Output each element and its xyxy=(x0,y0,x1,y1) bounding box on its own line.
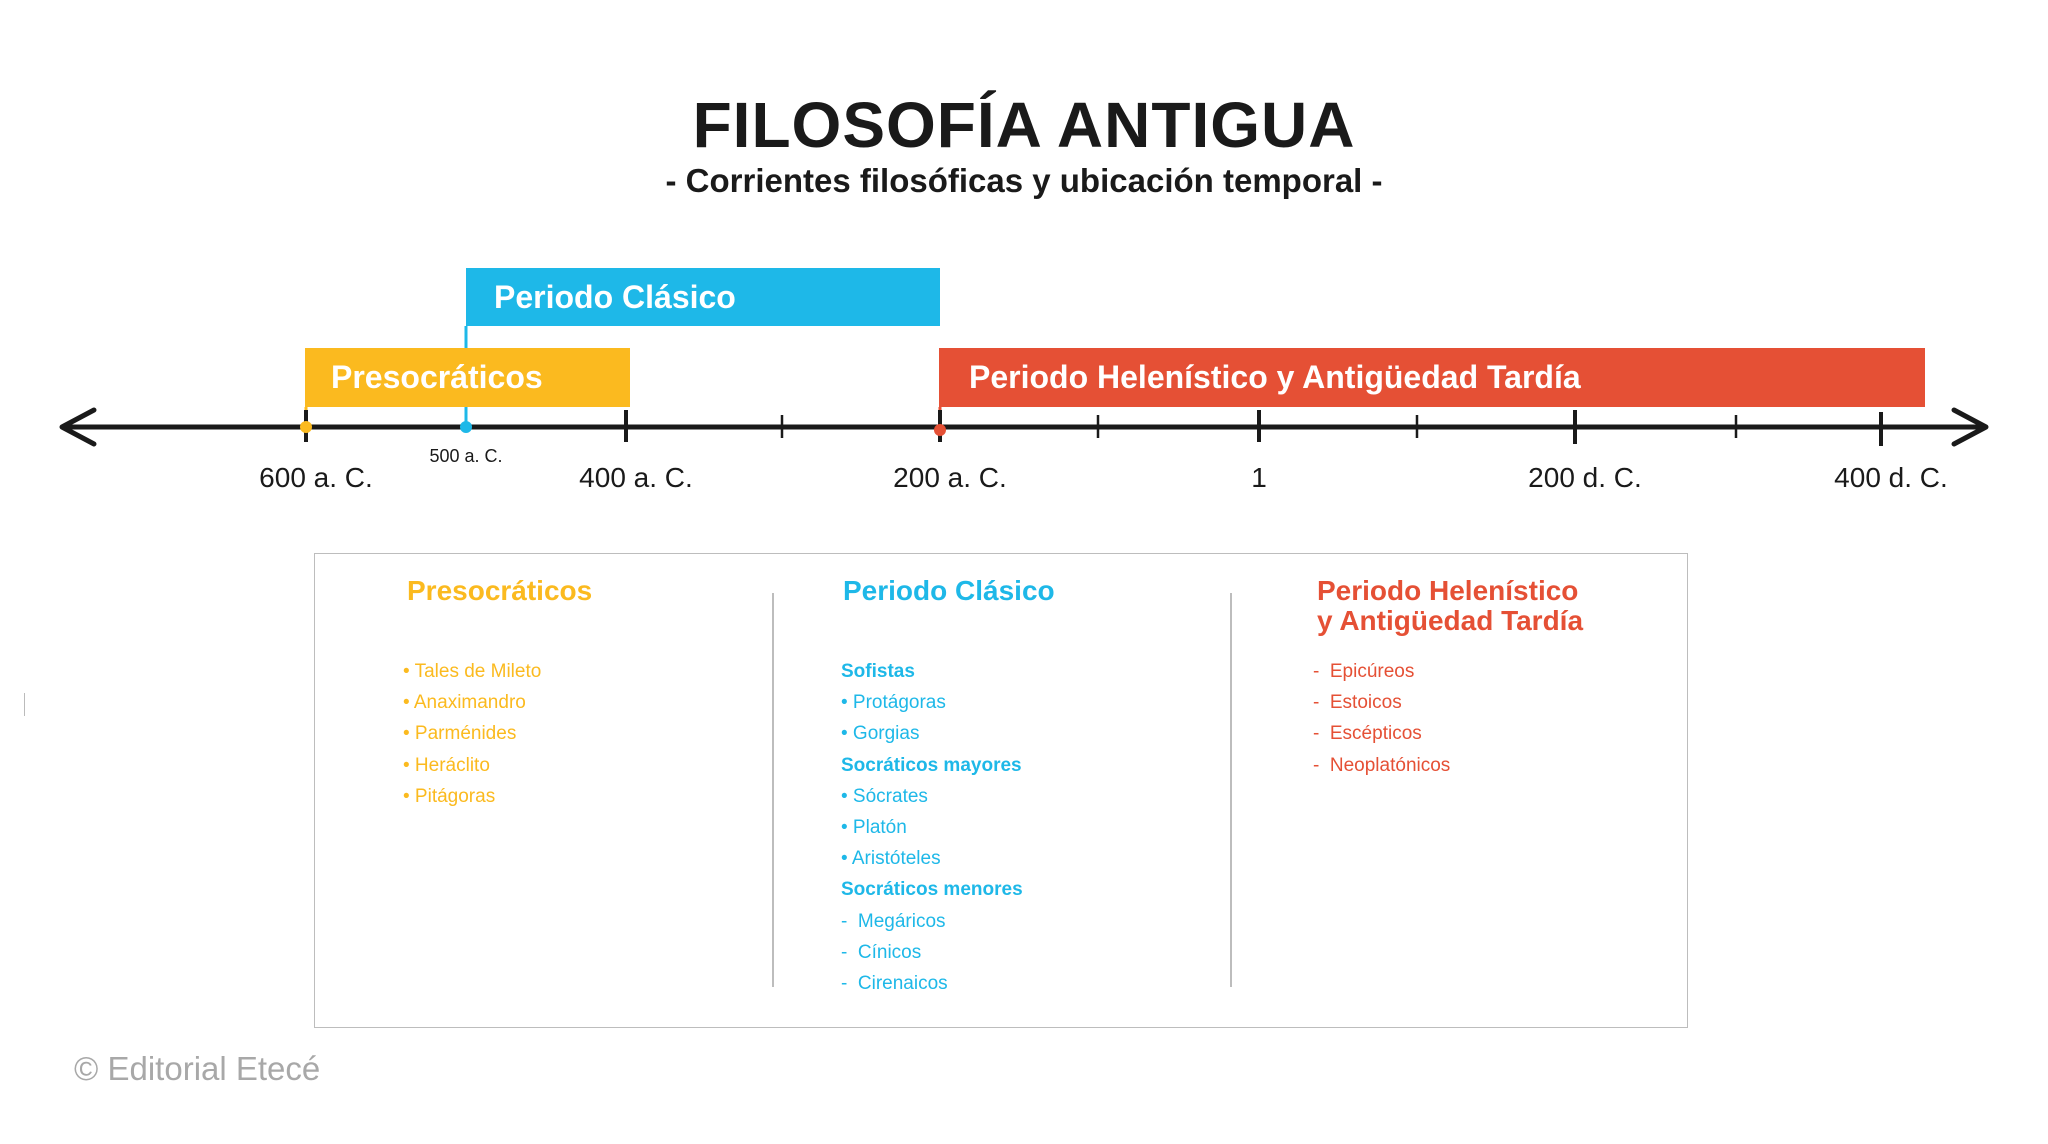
tick-label: 400 a. C. xyxy=(579,462,693,493)
tick-label: 600 a. C. xyxy=(259,462,373,493)
list-item: • Anaximandro xyxy=(403,692,526,714)
list-item: • Heráclito xyxy=(403,754,490,776)
helenistico-heading xyxy=(1317,576,1583,636)
list-item: - Neoplatónicos xyxy=(1313,754,1451,776)
list-item: • Gorgias xyxy=(841,723,920,745)
list-item: • Parménides xyxy=(403,723,517,745)
helenistico-start-dot xyxy=(934,424,946,436)
list-item: • Protágoras xyxy=(841,692,946,714)
clasico-start-dot xyxy=(460,421,472,433)
period-bar-clasico: Periodo Clásico xyxy=(466,268,940,326)
list-subheading: Socráticos menores xyxy=(841,879,1023,901)
list-item: - Epicúreos xyxy=(1313,661,1415,682)
tick-label: 400 d. C. xyxy=(1834,462,1948,493)
list-item: - Cínicos xyxy=(841,941,922,963)
list-item: • Sócrates xyxy=(841,785,928,807)
list-item: - Escépticos xyxy=(1313,723,1422,745)
clasico-list xyxy=(841,656,1023,999)
tick-label-500: 500 a. C. xyxy=(429,446,503,466)
list-subheading: Socráticos mayores xyxy=(841,754,1022,776)
tick-label: 1 xyxy=(1251,462,1267,493)
presocraticos-heading: Presocráticos xyxy=(407,575,593,606)
helenistico-heading-line1: Periodo Helenístico xyxy=(1317,575,1579,606)
presocraticos-list xyxy=(403,656,541,812)
column-divider xyxy=(1230,593,1232,987)
column-divider xyxy=(772,593,774,987)
tick-label: 200 d. C. xyxy=(1528,462,1642,493)
page-title: FILOSOFÍA ANTIGUA xyxy=(692,89,1356,161)
list-item: - Cirenaicos xyxy=(841,973,948,995)
list-item: - Estoicos xyxy=(1313,692,1402,714)
list-item: • Platón xyxy=(841,817,907,839)
presocraticos-start-dot xyxy=(300,421,312,433)
page-subtitle: - Corrientes filosóficas y ubicación temporal - xyxy=(665,162,1383,199)
helenistico-heading-line2: y Antigüedad Tardía xyxy=(1317,605,1584,636)
edge-mark xyxy=(24,693,25,716)
list-item: • Tales de Mileto xyxy=(403,661,542,682)
timeline-axis xyxy=(0,0,2048,520)
helenistico-list xyxy=(1313,656,1450,781)
clasico-heading: Periodo Clásico xyxy=(843,575,1055,606)
period-bar-presocraticos: Presocráticos xyxy=(305,348,630,407)
list-subheading: Sofistas xyxy=(841,661,915,682)
list-item: - Megáricos xyxy=(841,910,946,932)
period-bar-helenistico: Periodo Helenístico y Antigüedad Tardía xyxy=(939,348,1925,407)
copyright-notice: © Editorial Etecé xyxy=(74,1050,321,1087)
tick-label: 200 a. C. xyxy=(893,462,1007,493)
list-item: • Pitágoras xyxy=(403,785,496,807)
list-item: • Aristóteles xyxy=(841,848,941,870)
